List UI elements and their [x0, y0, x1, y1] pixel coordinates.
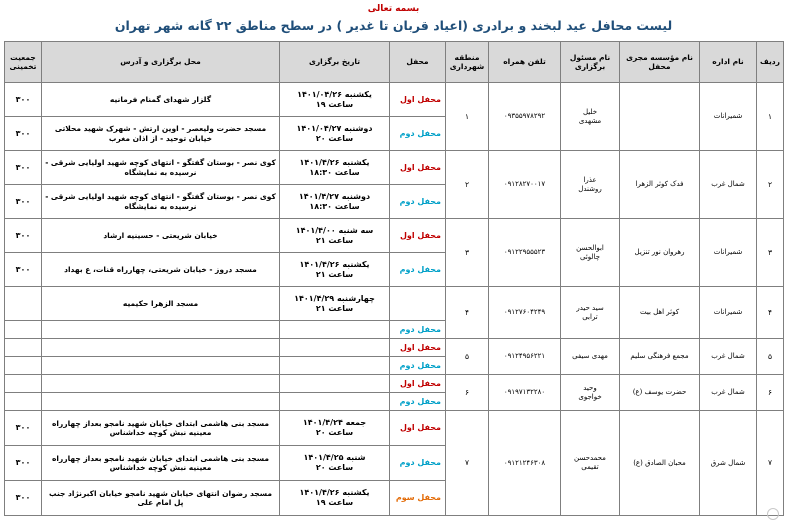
event-address	[42, 357, 280, 375]
estimated-capacity: ۳۰۰	[5, 185, 42, 219]
row-number: ۳	[757, 219, 784, 287]
event-date	[280, 393, 390, 411]
row-number: ۶	[757, 375, 784, 411]
venue-label: محفل اول	[390, 339, 446, 357]
venue-label: محفل دوم	[390, 393, 446, 411]
venue-label: محفل دوم	[390, 117, 446, 151]
col-header-capacity: جمعیت تخمینی	[5, 42, 42, 83]
event-date-day: یکشنبه ۱۴۰۱/۰۴/۲۶	[297, 89, 372, 99]
responsible-name-line: عذرا	[583, 175, 597, 184]
col-header-venue: محفل	[390, 42, 446, 83]
office-name: شمال شرق	[700, 411, 757, 516]
event-address: گلزار شهدای گمنام فرمانیه	[42, 83, 280, 117]
event-address: مسجد دروز - خیابان شریعتی، چهارراه قنات، ع بهداد	[42, 253, 280, 287]
responsible-name-line: ترابی	[582, 312, 598, 321]
responsible-name	[561, 287, 620, 339]
event-date-time: ساعت ۱۹	[315, 498, 354, 507]
district-number: ۳	[446, 219, 489, 287]
event-address	[42, 375, 280, 393]
phone-number: ۰۹۱۲۸۲۷۰۰۱۷	[489, 151, 561, 219]
responsible-name-line: خلیل	[582, 107, 598, 116]
event-date	[280, 117, 390, 151]
event-date	[280, 411, 390, 446]
district-number: ۴	[446, 287, 489, 339]
table-row	[5, 287, 784, 321]
event-date	[280, 219, 390, 253]
district-number: ۵	[446, 339, 489, 375]
venue-label: محفل اول	[390, 375, 446, 393]
phone-number: ۰۹۱۲۲۹۵۵۵۲۳	[489, 219, 561, 287]
row-number: ۲	[757, 151, 784, 219]
col-header-org: نام مؤسسه مجری محفل	[620, 42, 700, 83]
col-header-phone: تلفن همراه	[489, 42, 561, 83]
responsible-name-line: چالوئی	[580, 252, 600, 261]
district-number: ۲	[446, 151, 489, 219]
venue-label: محفل اول	[390, 151, 446, 185]
row-number: ۴	[757, 287, 784, 339]
responsible-name-line: وحید	[583, 383, 597, 392]
estimated-capacity	[5, 375, 42, 393]
event-date-time: ساعت ۲۰	[315, 133, 354, 143]
table-row	[5, 219, 784, 253]
event-date	[280, 287, 390, 321]
office-name: شمیرانات	[700, 287, 757, 339]
venue-label: محفل دوم	[390, 185, 446, 219]
responsible-name-line: روشندل	[578, 184, 602, 193]
event-date	[280, 321, 390, 339]
org-name: کوثر اهل بیت	[620, 287, 700, 339]
office-name: شمال غرب	[700, 375, 757, 411]
estimated-capacity: ۳۰۰	[5, 446, 42, 481]
event-address: مسجد بنی هاشمی ابتدای خیابان شهید نامجو بعداز چهارراه معینیه نبش کوچه خداشناس	[42, 446, 280, 481]
responsible-name-line: تقیمی	[581, 463, 599, 471]
event-date-day: شنبه ۱۴۰۱/۴/۲۵	[303, 453, 366, 462]
phone-number: ۰۹۱۲۷۶۰۴۲۴۹	[489, 287, 561, 339]
event-date	[280, 83, 390, 117]
table-body	[5, 83, 784, 516]
event-date	[280, 446, 390, 481]
event-date-day: چهارشنبه ۱۴۰۱/۴/۲۹	[294, 293, 375, 303]
estimated-capacity	[5, 357, 42, 375]
office-name: شمیرانات	[700, 219, 757, 287]
venue-label: محفل اول	[390, 411, 446, 446]
estimated-capacity: ۳۰۰	[5, 253, 42, 287]
basmala: بسمه تعالی	[367, 4, 420, 14]
estimated-capacity	[5, 287, 42, 321]
office-name: شمیرانات	[700, 83, 757, 151]
watermark-icon	[767, 508, 779, 520]
table-row	[5, 83, 784, 117]
venue-label: محفل دوم	[390, 253, 446, 287]
event-date-time: ساعت ۲۰	[315, 463, 354, 472]
event-date-time: ساعت ۲۰	[315, 428, 354, 437]
document-title: لیست محافل عید لبخند و برادری (اعیاد قربان تا غدیر ) در سطح مناطق ۲۲ گانه شهر تهران	[114, 18, 673, 33]
table-row	[5, 339, 784, 357]
estimated-capacity: ۳۰۰	[5, 83, 42, 117]
event-address: کوی نصر - بوستان گفتگو - انتهای کوچه شهید اولیایی شرقی - نرسیده به نمایشگاه	[42, 185, 280, 219]
event-date-time: ساعت ۲۱	[315, 303, 354, 313]
venue-label: محفل سوم	[390, 481, 446, 516]
schedule-table	[4, 41, 784, 516]
event-date-day: دوشنبه ۱۴۰۱/۰۴/۲۷	[296, 123, 373, 133]
event-date-day: جمعه ۱۴۰۱/۴/۲۴	[302, 418, 367, 427]
table-row	[5, 375, 784, 393]
event-date	[280, 253, 390, 287]
district-number: ۶	[446, 375, 489, 411]
row-number: ۵	[757, 339, 784, 375]
event-address: مسجد رضوان انتهای خیابان شهید نامجو خیابان اکبرنژاد جنب پل امام علی	[42, 481, 280, 516]
org-name: رهروان نور تنزیل	[620, 219, 700, 287]
event-date-day: یکشنبه ۱۴۰۱/۴/۲۶	[299, 488, 370, 497]
row-number: ۱	[757, 83, 784, 151]
estimated-capacity: ۳۰۰	[5, 151, 42, 185]
event-address	[42, 339, 280, 357]
district-number: ۱	[446, 83, 489, 151]
event-date-time: ساعت ۲۱	[315, 269, 354, 279]
phone-number: ۰۹۱۲۴۹۵۶۲۲۱	[489, 339, 561, 375]
estimated-capacity: ۳۰۰	[5, 219, 42, 253]
responsible-name	[561, 411, 620, 516]
estimated-capacity: ۳۰۰	[5, 481, 42, 516]
venue-label: محفل دوم	[390, 321, 446, 339]
estimated-capacity: ۳۰۰	[5, 117, 42, 151]
event-address: مسجد حضرت ولیعصر - اوین ارتش - شهرک شهید محلاتی خیابان توحید - از اذان مغرب	[42, 117, 280, 151]
event-date-day: دوشنبه ۱۴۰۱/۴/۲۷	[298, 191, 371, 201]
phone-number: ۰۹۱۲۱۲۴۶۳۰۸	[489, 411, 561, 516]
district-number: ۷	[446, 411, 489, 516]
col-header-office: نام اداره	[700, 42, 757, 83]
event-date	[280, 151, 390, 185]
event-date	[280, 339, 390, 357]
col-header-date: تاریخ برگزاری	[280, 42, 390, 83]
org-name: حضرت یوسف (ع)	[620, 375, 700, 411]
venue-label: محفل اول	[390, 83, 446, 117]
event-date-time: ساعت ۱۸:۳۰	[309, 201, 360, 211]
estimated-capacity	[5, 393, 42, 411]
event-date-day: یکشنبه ۱۴۰۱/۴/۲۶	[299, 157, 370, 167]
office-name: شمال غرب	[700, 339, 757, 375]
event-address	[42, 321, 280, 339]
table-row	[5, 151, 784, 185]
estimated-capacity: ۳۰۰	[5, 411, 42, 446]
org-name: فدک کوثر الزهرا	[620, 151, 700, 219]
event-address: مسجد بنی هاشمی ابتدای خیابان شهید نامجو بعداز چهارراه معینیه نبش کوچه خداشناس	[42, 411, 280, 446]
event-date-time: ساعت ۱۹	[315, 99, 354, 109]
table-row	[5, 411, 784, 446]
event-address: مسجد الزهرا حکیمیه	[42, 287, 280, 321]
event-date	[280, 481, 390, 516]
event-date	[280, 185, 390, 219]
col-header-row: ردیف	[757, 42, 784, 83]
responsible-name	[561, 219, 620, 287]
event-address: خیابان شریعتی - حسینیه ارشاد	[42, 219, 280, 253]
venue-label: محفل دوم	[390, 446, 446, 481]
event-date-time: ساعت ۲۱	[315, 235, 354, 245]
responsible-name-line: مشهدی	[578, 116, 602, 125]
responsible-name-line: سید حیدر	[576, 303, 604, 312]
org-name	[620, 83, 700, 151]
office-name: شمال غرب	[700, 151, 757, 219]
event-date-day: سه شنبه ۱۴۰۱/۴/۰۰	[295, 225, 374, 235]
org-name: مجمع فرهنگی سلیم	[620, 339, 700, 375]
event-date	[280, 375, 390, 393]
venue-label	[390, 287, 446, 321]
event-address	[42, 393, 280, 411]
col-header-responsible: نام مسئول برگزاری	[561, 42, 620, 83]
venue-label: محفل اول	[390, 219, 446, 253]
event-date-day: یکشنبه ۱۴۰۱/۴/۲۶	[299, 259, 370, 269]
event-date-time: ساعت ۱۸:۳۰	[309, 167, 360, 177]
phone-number: ۰۹۱۹۷۱۳۲۲۸۰	[489, 375, 561, 411]
col-header-district: منطقه شهرداری	[446, 42, 489, 83]
col-header-address: محل برگزاری و آدرس	[42, 42, 280, 83]
table-header-row	[5, 42, 784, 83]
org-name: محبان الصادق (ع)	[620, 411, 700, 516]
responsible-name-line: ابوالحسن	[576, 243, 604, 252]
responsible-name	[561, 339, 620, 375]
responsible-name	[561, 151, 620, 219]
phone-number: ۰۹۳۵۵۹۷۸۲۹۲	[489, 83, 561, 151]
venue-label: محفل دوم	[390, 357, 446, 375]
responsible-name	[561, 83, 620, 151]
responsible-name-line: خواجوی	[578, 392, 602, 401]
estimated-capacity	[5, 321, 42, 339]
estimated-capacity	[5, 339, 42, 357]
responsible-name-line: مهدی سیفی	[572, 352, 608, 361]
event-date	[280, 357, 390, 375]
event-address: کوی نصر - بوستان گفتگو - انتهای کوچه شهید اولیایی شرقی - نرسیده به نمایشگاه	[42, 151, 280, 185]
row-number: ۷	[757, 411, 784, 516]
responsible-name-line: محمدحسن	[574, 454, 606, 463]
responsible-name	[561, 375, 620, 411]
